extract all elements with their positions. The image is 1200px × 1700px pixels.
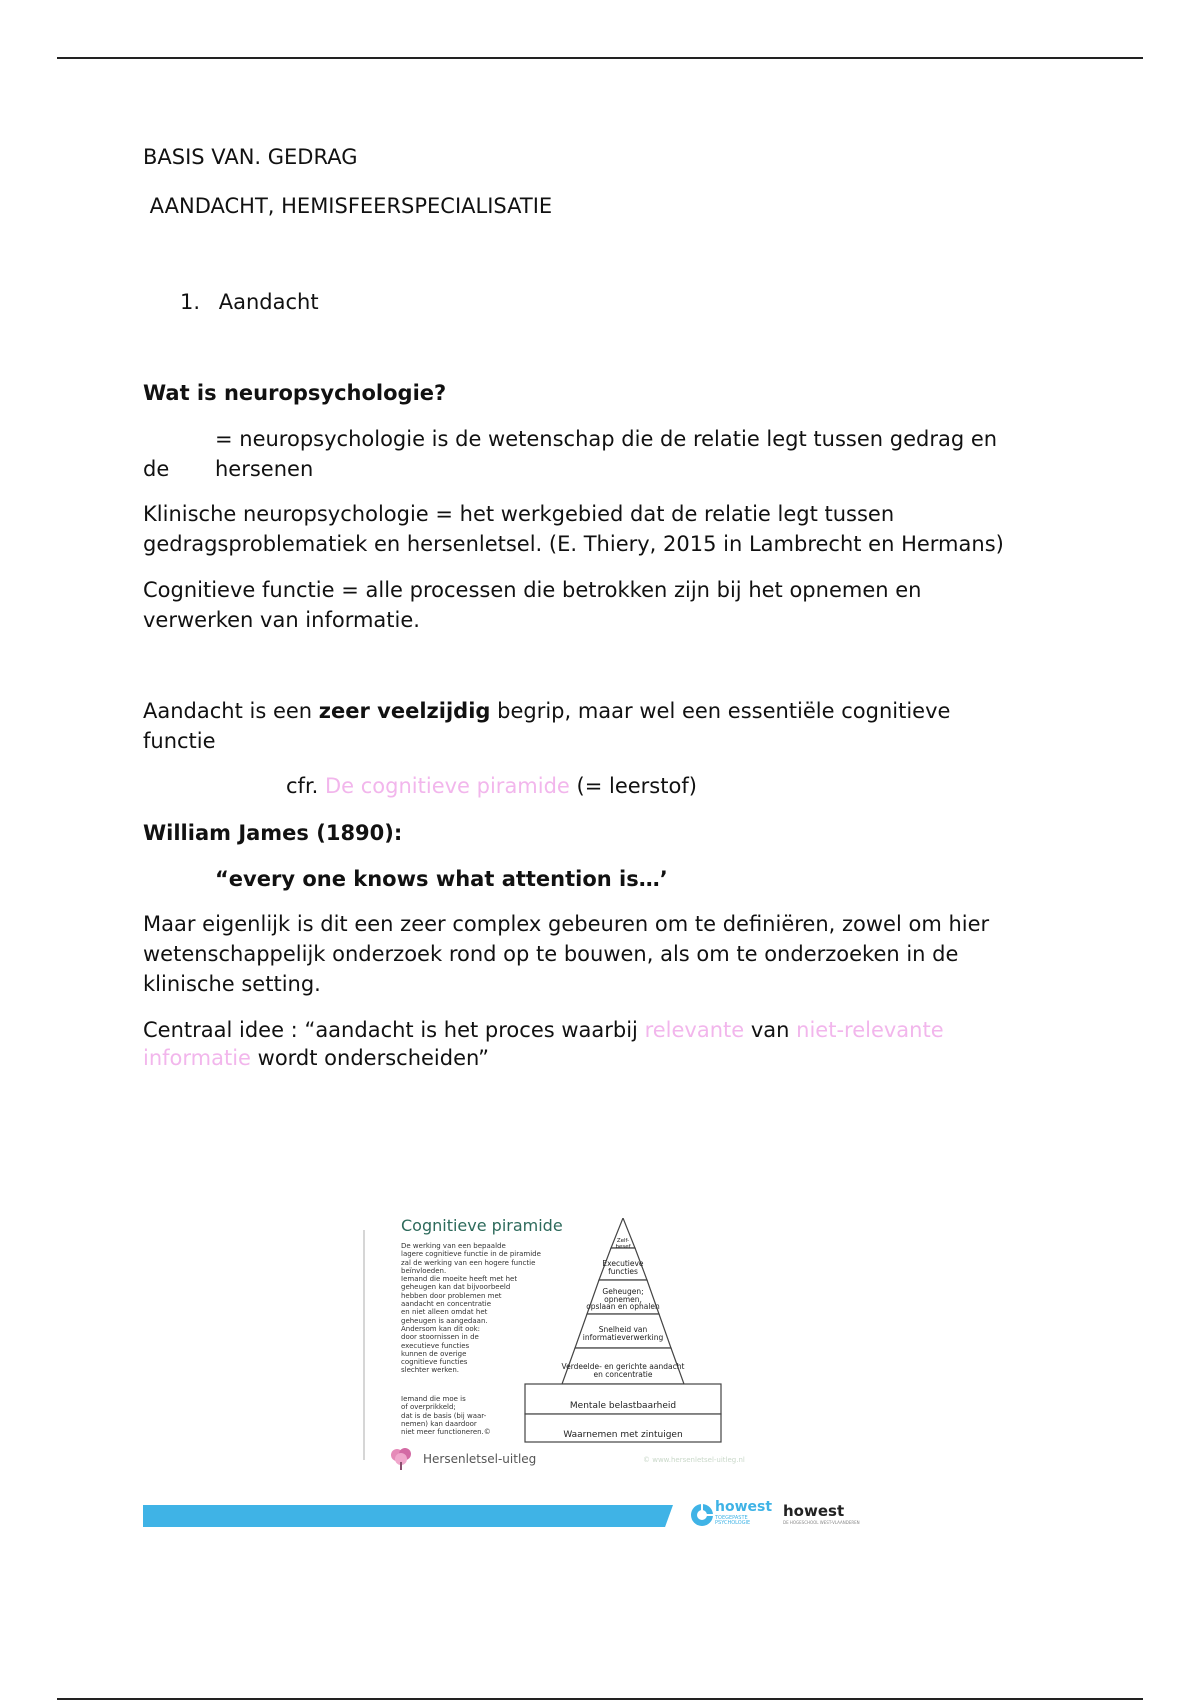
centraal-highlight-relevante: relevante — [644, 1018, 745, 1042]
howest-wordmark: howest — [783, 1502, 845, 1520]
footer-bar — [143, 1505, 673, 1527]
maar-line-2: wetenschappelijk onderzoek rond op te bouwen, als om te onderzoeken in de — [143, 942, 959, 966]
centraal-post: wordt onderscheiden” — [250, 1046, 490, 1070]
james-quote: “every one knows what attention is…’ — [215, 867, 668, 891]
centraal-line-1 — [143, 1015, 944, 1045]
cfr-link[interactable]: De cognitieve piramide — [325, 774, 570, 798]
howest-logo-text: howest — [715, 1499, 773, 1515]
document-title: BASIS VAN. GEDRAG — [143, 145, 358, 169]
cognitief-line-2: verwerken van informatie. — [143, 608, 420, 632]
pyramid-label-1: Zelf- besef — [615, 1238, 631, 1250]
section-title: Aandacht — [218, 290, 319, 314]
definition-line-1: = neuropsychologie is de wetenschap die de relatie legt tussen gedrag en — [215, 427, 998, 451]
slide-title: Cognitieve piramide — [401, 1216, 563, 1235]
james-heading: William James (1890): — [143, 821, 403, 845]
definition-line-2-prefix: de — [143, 457, 170, 481]
copyright-text: © www.hersenletsel-uitleg.nl — [643, 1456, 745, 1464]
pyramid-label-7: Waarnemen met zintuigen — [563, 1430, 683, 1440]
centraal-highlight-informatie: informatie — [143, 1046, 251, 1070]
cfr-post: (= leerstof) — [569, 774, 697, 798]
centraal-line-2 — [143, 1043, 489, 1073]
maar-line-1: Maar eigenlijk is dit een zeer complex gebeuren om te definiëren, zowel om hier — [143, 912, 990, 936]
aandacht-line-1 — [143, 696, 950, 726]
slide-divider — [363, 1230, 365, 1460]
slide-explanation: De werking van een bepaalde lagere cognitieve functie in de piramide zal de werking van een hogere functie beïnvloeden. Iemand die moeite heeft met het geheugen kan dat bijvoorbeeld hebben door problemen met aandacht en concentratie en niet alleen omdat het geheugen is aangedaan. Andersom kan dit ook: door stoornissen in de executieve functies kunnen de overige cognitieve functies slechter werken. — [401, 1242, 541, 1375]
pyramid-label-5: Verdeelde- en gerichte aandacht en concentratie — [561, 1362, 685, 1379]
question-heading: Wat is neuropsychologie? — [143, 381, 447, 405]
howest-logo-subtext: TOEGEPASTE PSYCHOLOGIE — [715, 1515, 751, 1526]
aandacht-pre: Aandacht is een — [143, 699, 319, 723]
section-number: 1. — [180, 290, 201, 314]
maar-line-3: klinische setting. — [143, 972, 321, 996]
centraal-highlight-niet-relevante: niet-relevante — [796, 1018, 944, 1042]
centraal-mid: van — [744, 1018, 797, 1042]
cfr-line — [286, 771, 697, 801]
cfr-pre: cfr. — [286, 774, 325, 798]
definition-line-2: hersenen — [215, 457, 314, 481]
aandacht-bold: zeer veelzijdig — [318, 699, 491, 723]
pyramid-label-6: Mentale belastbaarheid — [569, 1401, 677, 1411]
klinisch-line-2: gedragsproblematiek en hersenletsel. (E. Thiery, 2015 in Lambrecht en Hermans) — [143, 532, 1004, 556]
cognitief-line-1: Cognitieve functie = alle processen die betrokken zijn bij het opnemen en — [143, 578, 922, 602]
klinisch-line-1: Klinische neuropsychologie = het werkgebied dat de relatie legt tussen — [143, 502, 895, 526]
aandacht-post: begrip, maar wel een essentiële cognitieve — [490, 699, 951, 723]
howest-wordmark-subtext: DE HOGESCHOOL WEST-VLAANDEREN — [783, 1520, 860, 1525]
top-rule — [57, 57, 1143, 59]
pyramid-label-3: Geheugen; opnemen, opslaan en ophalen — [586, 1287, 660, 1311]
document-subtitle: AANDACHT, HEMISFEERSPECIALISATIE — [143, 194, 553, 218]
aandacht-line-2: functie — [143, 729, 216, 753]
brain-logo-icon — [388, 1446, 414, 1470]
brand-logo-text: Hersenletsel-uitleg — [423, 1452, 537, 1466]
pyramid-slide-image — [143, 1130, 863, 1530]
section-heading — [180, 287, 319, 317]
pyramid-label-2: Executieve functies — [602, 1259, 644, 1276]
centraal-pre: Centraal idee : “aandacht is het proces waarbij — [143, 1018, 645, 1042]
slide-note: Iemand die moe is of overprikkeld; dat is de basis (bij waar- nemen) kan daardoor niet meer functioneren.© — [401, 1395, 491, 1437]
pyramid-label-4: Snelheid van informatieverwerking — [582, 1325, 664, 1342]
